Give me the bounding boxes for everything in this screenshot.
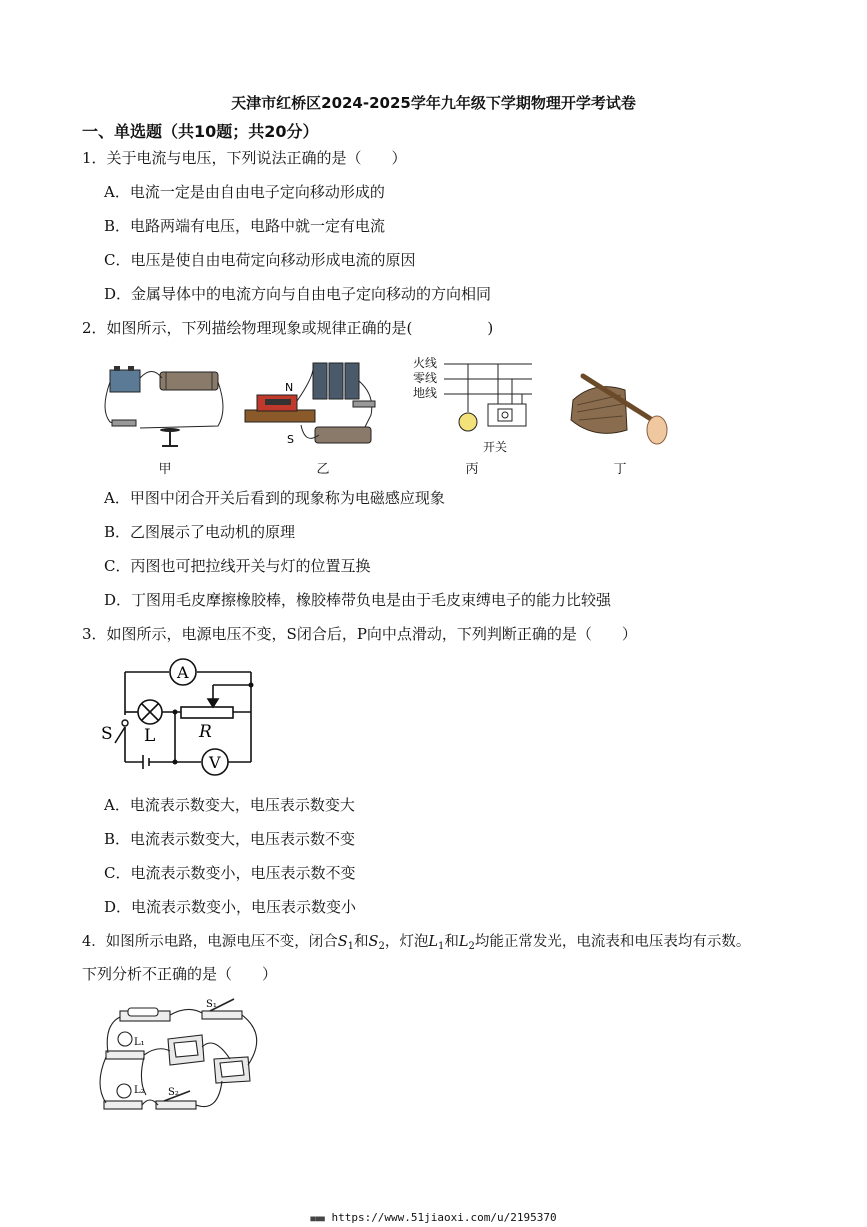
question-4-stem: 4．如图所示电路，电源电压不变，闭合$S_1$和$S_2$，灯泡$L_1$和$L_2$均能正常发光，电流表和电压表均有示数。 (82, 934, 751, 952)
circuit-picture-q4 (98, 995, 268, 1125)
question-1-stem: 1．关于电流与电压，下列说法正确的是（ ） (82, 149, 407, 167)
voltmeter-label: V (209, 753, 221, 772)
resistor-label: R (199, 722, 212, 742)
question-3-option-b: B．电流表示数变大，电压表示数不变 (104, 830, 356, 848)
question-1-option-a: A．电流一定是由自由电子定向移动形成的 (104, 183, 385, 201)
footer-url[interactable] (0, 1211, 867, 1224)
question-2-option-d: D．丁图用毛皮摩擦橡胶棒，橡胶棒带负电是由于毛皮束缚电子的能力比较强 (104, 591, 612, 609)
switch-label: 开关 (483, 440, 508, 454)
ammeter-label: A (177, 663, 189, 682)
circuit-diagram-q3 (95, 655, 265, 780)
l2-label: L₂ (134, 1085, 145, 1096)
question-2-stem: 2．如图所示，下列描绘物理现象或规律正确的是( ) (82, 319, 494, 337)
question-4-stem-line2: 下列分析不正确的是（ ） (82, 965, 278, 983)
lamp-label: L (144, 726, 156, 746)
resistor-symbol (181, 707, 233, 718)
question-3-option-d: D．电流表示数变小，电压表示数变小 (104, 898, 357, 916)
question-3-stem: 3．如图所示，电源电压不变，S闭合后，P向中点滑动，下列判断正确的是（ ） (82, 625, 637, 643)
figure-yi (245, 355, 385, 455)
figure-bing (440, 360, 540, 440)
figure-ding (565, 370, 675, 450)
wire-label-ground: 地线 (413, 386, 438, 400)
question-3-option-a: A．电流表示数变大，电压表示数变大 (104, 796, 355, 814)
figure-label-jia: 甲 (158, 462, 172, 477)
figure-label-ding: 丁 (613, 462, 627, 477)
wire-label-neutral: 零线 (413, 371, 438, 385)
s2-label: S₂ (168, 1087, 179, 1098)
wire-label-live: 火线 (413, 356, 438, 370)
question-1-option-c: C．电压是使自由电荷定向移动形成电流的原因 (104, 251, 416, 269)
question-2-option-c: C．丙图也可把拉线开关与灯的位置互换 (104, 557, 371, 575)
question-3-option-c: C．电流表示数变小，电压表示数不变 (104, 864, 356, 882)
figure-jia (100, 360, 230, 450)
question-2-option-b: B．乙图展示了电动机的原理 (104, 523, 296, 541)
footer-link[interactable]: https://www.51jiaoxi.com/u/2195370 (331, 1211, 557, 1224)
switch-label-s: S (101, 724, 113, 744)
wire-labels (413, 356, 437, 401)
l1-label: L₁ (134, 1037, 145, 1048)
s1-label: S₁ (206, 999, 217, 1010)
pole-n-label: N (285, 381, 294, 394)
question-1-option-d: D．金属导体中的电流方向与自由电子定向移动的方向相同 (104, 285, 492, 303)
footer-prefix: ■■■ (310, 1214, 325, 1223)
section-heading: 一、单选题（共10题；共20分） (82, 122, 319, 141)
figure-label-yi: 乙 (316, 462, 330, 477)
figure-label-bing: 丙 (465, 462, 479, 477)
pole-s-label: S (287, 433, 294, 446)
question-2-option-a: A．甲图中闭合开关后看到的现象称为电磁感应现象 (104, 489, 445, 507)
question-1-option-b: B．电路两端有电压，电路中就一定有电流 (104, 217, 386, 235)
page-title: 天津市红桥区2024-2025学年九年级下学期物理开学考试卷 (231, 94, 636, 112)
